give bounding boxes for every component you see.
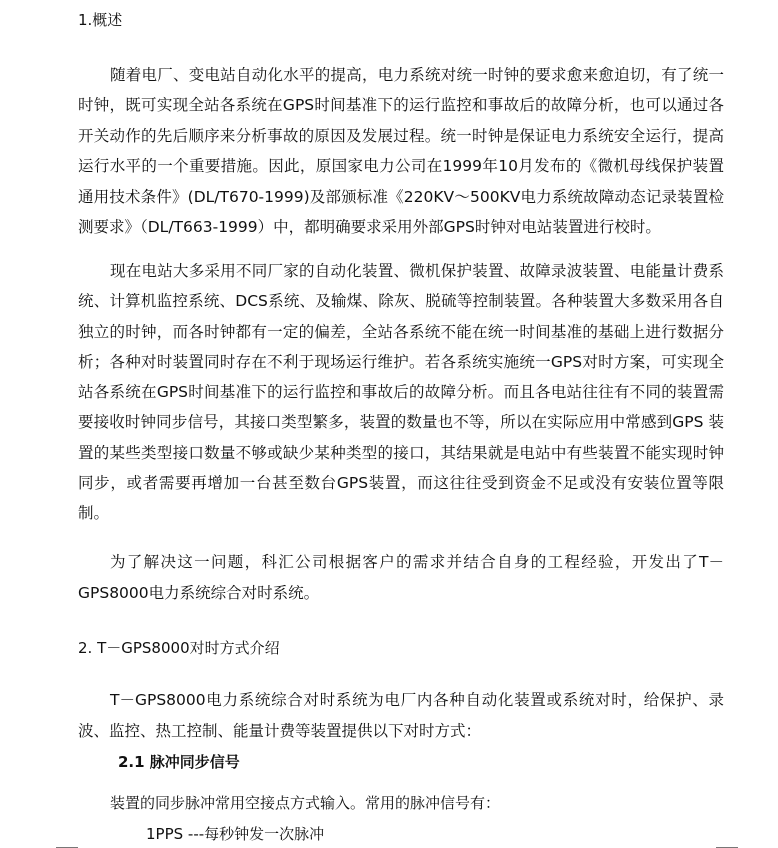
paragraph-solution: 为了解决这一问题，科汇公司根据客户的需求并结合自身的工程经验，开发出了T－GPS8000电力系统综合对时系统。 [78,553,724,602]
paragraph-current-situation: 现在电站大多采用不同厂家的自动化装置、微机保护装置、故障录波装置、电能量计费系统、计算机监控系统、DCS系统、及输煤、除灰、脱硫等控制装置。各种装置大多数采用各自独立的时钟，而各时钟都有一定的偏差，全站各系统不能在统一时间基准的基础上进行数据分析；各种对时装置同时存在不利于现场运行维护。若各系统实施统一GPS对时方案，可实现全站各系统在GPS时间基准下的运行监控和事故后的故障分析。而且各电站往往有不同的装置需要接收时钟同步信号，其接口类型繁多，装置的数量也不等，所以在实际应用中常感到GPS 装置的某些类型接口数量不够或缺少某种类型的接口，其结果就是电站中有些装置不能实现时钟同步，或者需要再增加一台甚至数台GPS装置，而这往往受到资金不足或没有安装位置等限制。 [78,262,724,523]
paragraph-sync-methods-intro: T－GPS8000电力系统综合对时系统为电厂内各种自动化装置或系统对时，给保护、录波、监控、热工控制、能量计费等装置提供以下对时方式： [78,691,724,740]
section-1-heading: 1.概述 [78,11,123,29]
list-item-1pps: 1PPS ---每秒钟发一次脉冲 [146,825,325,843]
paragraph-intro-background: 随着电厂、变电站自动化水平的提高，电力系统对统一时钟的要求愈来愈迫切，有了统一时钟，既可实现全站各系统在GPS时间基准下的运行监控和事故后的故障分析，也可以通过各开关动作的先后顺序来分析事故的原因及发展过程。统一时钟是保证电力系统安全运行，提高运行水平的一个重要措施。因此，原国家电力公司在1999年10月发布的《微机母线保护装置通用技术条件》(DL/T670-1999)及部颁标准《220KV～500KV电力系统故障动态记录装置检测要求》（DL/T663-1999）中，都明确要求采用外部GPS时钟对电站装置进行校时。 [78,66,724,237]
subsection-2-1-heading: 2.1 脉冲同步信号 [118,753,240,771]
section-2-heading: 2. T－GPS8000对时方式介绍 [78,639,280,657]
paragraph-pulse-input: 装置的同步脉冲常用空接点方式输入。常用的脉冲信号有： [110,794,501,812]
